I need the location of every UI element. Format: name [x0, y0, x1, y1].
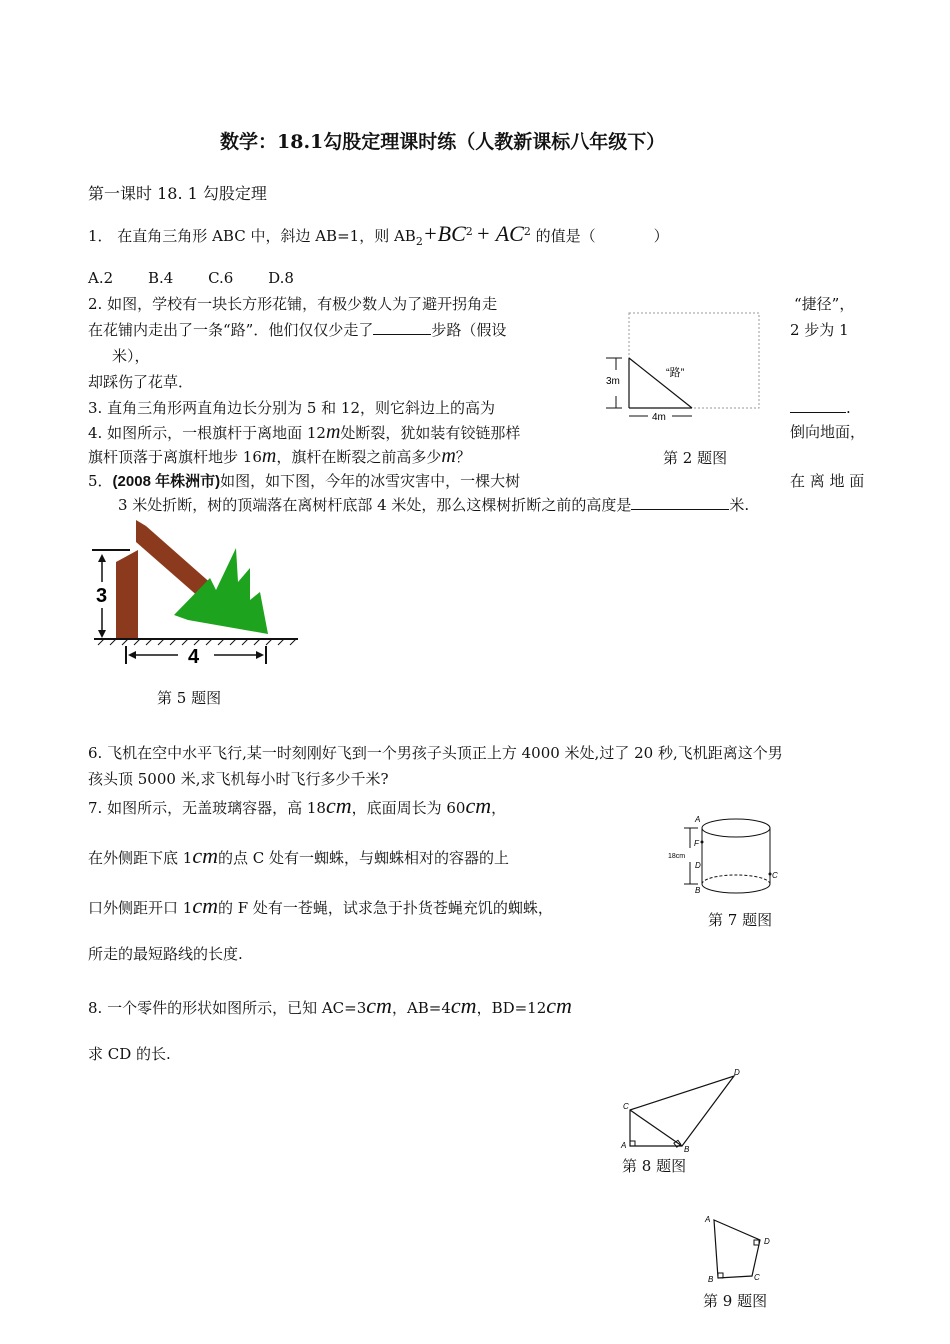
q9-label-d: D: [764, 1237, 770, 1246]
q7-label-c: C: [772, 871, 778, 880]
q7-label-d: D: [695, 861, 701, 870]
q8-figure: [606, 1064, 756, 1154]
q8-unit-cm2: cm: [450, 993, 477, 1018]
q8-line1: [88, 993, 572, 1018]
q5-line2: [118, 495, 749, 515]
q7-line2-b: 的点 C 处有一蜘蛛，与蜘蛛相对的容器的上: [217, 849, 509, 867]
q2-figure: [600, 308, 770, 426]
q5-line1: [88, 471, 520, 492]
q5-label-3: 3: [96, 585, 108, 607]
q9-label-c: C: [754, 1273, 760, 1282]
q3-end: [790, 398, 851, 418]
q4-line1-a: 4. 如图所示，一根旗杆于离地面 12: [88, 424, 326, 442]
q2-line1: 2. 如图，学校有一块长方形花铺，有极少数人为了避开拐角走: [88, 295, 498, 313]
q7-point-f: [701, 841, 704, 844]
q7-line1-b: ，底面周长为 60: [351, 799, 466, 817]
q1-option-a: A.2: [88, 269, 114, 287]
q8-caption: 第 8 题图: [622, 1157, 687, 1175]
q6-line1: 6. 飞机在空中水平飞行,某一时刻刚好飞到一个男孩子头顶正上方 4000 米处,过了 20 秒,飞机距离这个男: [88, 744, 783, 762]
q7-unit-cm3: cm: [192, 843, 218, 868]
q7-line1: [88, 793, 507, 818]
q1-option-c: C.6: [208, 269, 234, 287]
q1-close: ）: [653, 227, 669, 245]
q7-label-f: F: [694, 839, 699, 848]
q4-unit-m2: m: [261, 445, 277, 467]
q7-label-18: 18cm: [668, 853, 686, 860]
q5-number: 5．: [88, 472, 113, 490]
q2-line1-end: “捷径”，: [794, 295, 855, 313]
q3-answer-blank: [790, 398, 846, 413]
q8-right-angle-a: [630, 1141, 635, 1146]
q7-line2: [88, 843, 509, 868]
q9-caption: 第 9 题图: [703, 1292, 768, 1310]
q5-arrow-left: [128, 651, 136, 659]
q3-period: .: [846, 399, 851, 417]
q8-line1-b: ，AB=4: [391, 999, 451, 1017]
q5-line1-end: 在 离 地 面: [790, 472, 865, 490]
q5-arrow-right: [256, 651, 264, 659]
q8-unit-cm: cm: [366, 993, 392, 1018]
q1-options: [88, 268, 294, 288]
q8-label-d: D: [734, 1068, 740, 1077]
page-title: 数学：18.1勾股定理课时练（人教新课标八年级下）: [220, 131, 666, 153]
q7-bottom-front: [702, 884, 770, 893]
q7-unit-cm: cm: [325, 793, 352, 818]
q2-flowerbed: [629, 313, 759, 408]
q7-unit-cm2: cm: [465, 793, 492, 818]
q2-label-4m: 4m: [652, 412, 666, 423]
q7-figure: [668, 812, 784, 902]
q8-quadrilateral: [630, 1076, 734, 1146]
q2-line3: 米），: [112, 347, 150, 365]
q5-line2-a: 3 米处折断，树的顶端落在离树杆底部 4 米处，那么这棵树折断之前的高度是: [118, 496, 632, 514]
q7-line3: [88, 893, 553, 918]
q5-trunk: [116, 550, 138, 638]
q1-option-d: D.8: [268, 269, 294, 287]
q8-unit-cm3: cm: [546, 993, 572, 1018]
q7-point-c: [769, 873, 772, 876]
q9-label-b: B: [708, 1275, 714, 1284]
q5-tree-crown: [174, 548, 268, 634]
q7-line3-b: 的 F 处有一苍蝇，试求急于扑货苍蝇充饥的蜘蛛，: [217, 899, 553, 917]
q4-line2-b: ，旗杆在断裂之前高多少: [276, 448, 442, 466]
q8-diagonal-cb: [630, 1110, 682, 1146]
q2-line2-b: 步路（假设: [431, 321, 507, 339]
q8-line1-c: ，BD=12: [476, 999, 547, 1017]
q8-label-c: C: [623, 1102, 629, 1111]
q2-caption: 第 2 题图: [663, 449, 728, 467]
q2-label-3m: 3m: [606, 376, 620, 387]
q9-label-a: A: [705, 1215, 711, 1224]
q5-source: (2008 年株洲市): [112, 473, 221, 490]
q7-line1-c: ，: [491, 799, 507, 817]
q2-line4: 却踩伤了花草．: [88, 373, 194, 391]
q2-road-line: [629, 358, 692, 408]
q7-label-b: B: [695, 886, 701, 895]
q1-option-b: B.4: [147, 269, 174, 287]
q5-figure: [88, 520, 304, 670]
q7-label-a: A: [695, 815, 701, 824]
q5-line2-b: 米.: [729, 496, 750, 514]
q4-line1: [88, 422, 520, 443]
q2-label-road: “路”: [666, 367, 685, 379]
q1-line: [88, 222, 669, 252]
q8-label-b: B: [684, 1145, 690, 1154]
q5-answer-blank: [631, 495, 729, 510]
q1-text-b: 的值是（: [535, 227, 596, 245]
q5-arrow-up: [98, 554, 106, 562]
q2-answer-blank: [373, 320, 431, 335]
q4-unit-m3: m: [441, 445, 456, 467]
q4-line1-end: 倒向地面，: [790, 423, 866, 441]
q4-unit-m: m: [325, 421, 341, 443]
q1-text-a: 1． 在直角三角形 ABC 中，斜边 AB=1，则 AB: [88, 227, 416, 245]
q1-sup-bc: 2: [465, 225, 473, 238]
q5-label-4: 4: [188, 646, 200, 668]
q7-line2-a: 在外侧距下底 1: [88, 849, 193, 867]
q6-line2: 孩头顶 5000 米,求飞机每小时飞行多少千米?: [88, 770, 389, 788]
q9-figure: [700, 1210, 784, 1286]
q1-sup-ac: 2: [523, 225, 531, 238]
q5-arrow-down: [98, 630, 106, 638]
q7-line3-a: 口外侧距开口 1: [88, 899, 193, 917]
q3-text: 3. 直角三角形两直角边长分别为 5 和 12，则它斜边上的高为: [88, 399, 496, 417]
q1-expr-ac: + AC: [475, 221, 524, 246]
q7-line4: 所走的最短路线的长度.: [88, 945, 243, 963]
q7-top-ellipse: [702, 819, 770, 837]
q2-line2: [88, 320, 506, 340]
q7-caption: 第 7 题图: [708, 911, 773, 929]
q5-caption: 第 5 题图: [157, 689, 222, 707]
q7-unit-cm4: cm: [192, 893, 218, 918]
q9-quadrilateral: [714, 1220, 760, 1278]
q4-line1-b: 处断裂，犹如装有铰链那样: [340, 424, 521, 442]
q9-right-angle-d: [754, 1240, 759, 1245]
q5-line1-a: 如图，如下图，今年的冰雪灾害中，一棵大树: [220, 472, 521, 490]
q8-line1-a: 8. 一个零件的形状如图所示，已知 AC=3: [88, 999, 367, 1017]
q4-line2-c: ？: [455, 448, 471, 466]
q1-expr-bc: +BC: [422, 221, 466, 246]
q4-line2: [88, 446, 471, 467]
q1-sup: 2: [415, 235, 423, 248]
q2-line2-end: 2 步为 1: [790, 321, 849, 339]
q8-line2: 求 CD 的长.: [88, 1045, 171, 1063]
q7-bottom-back: [702, 875, 770, 884]
q4-line2-a: 旗杆顶落于离旗杆地步 16: [88, 448, 262, 466]
q8-label-a: A: [621, 1141, 627, 1150]
lesson-heading: 第一课时 18. 1 勾股定理: [88, 184, 267, 203]
q2-line2-a: 在花铺内走出了一条“路”．他们仅仅少走了: [88, 321, 374, 339]
q7-line1-a: 7. 如图所示，无盖玻璃容器，高 18: [88, 799, 326, 817]
